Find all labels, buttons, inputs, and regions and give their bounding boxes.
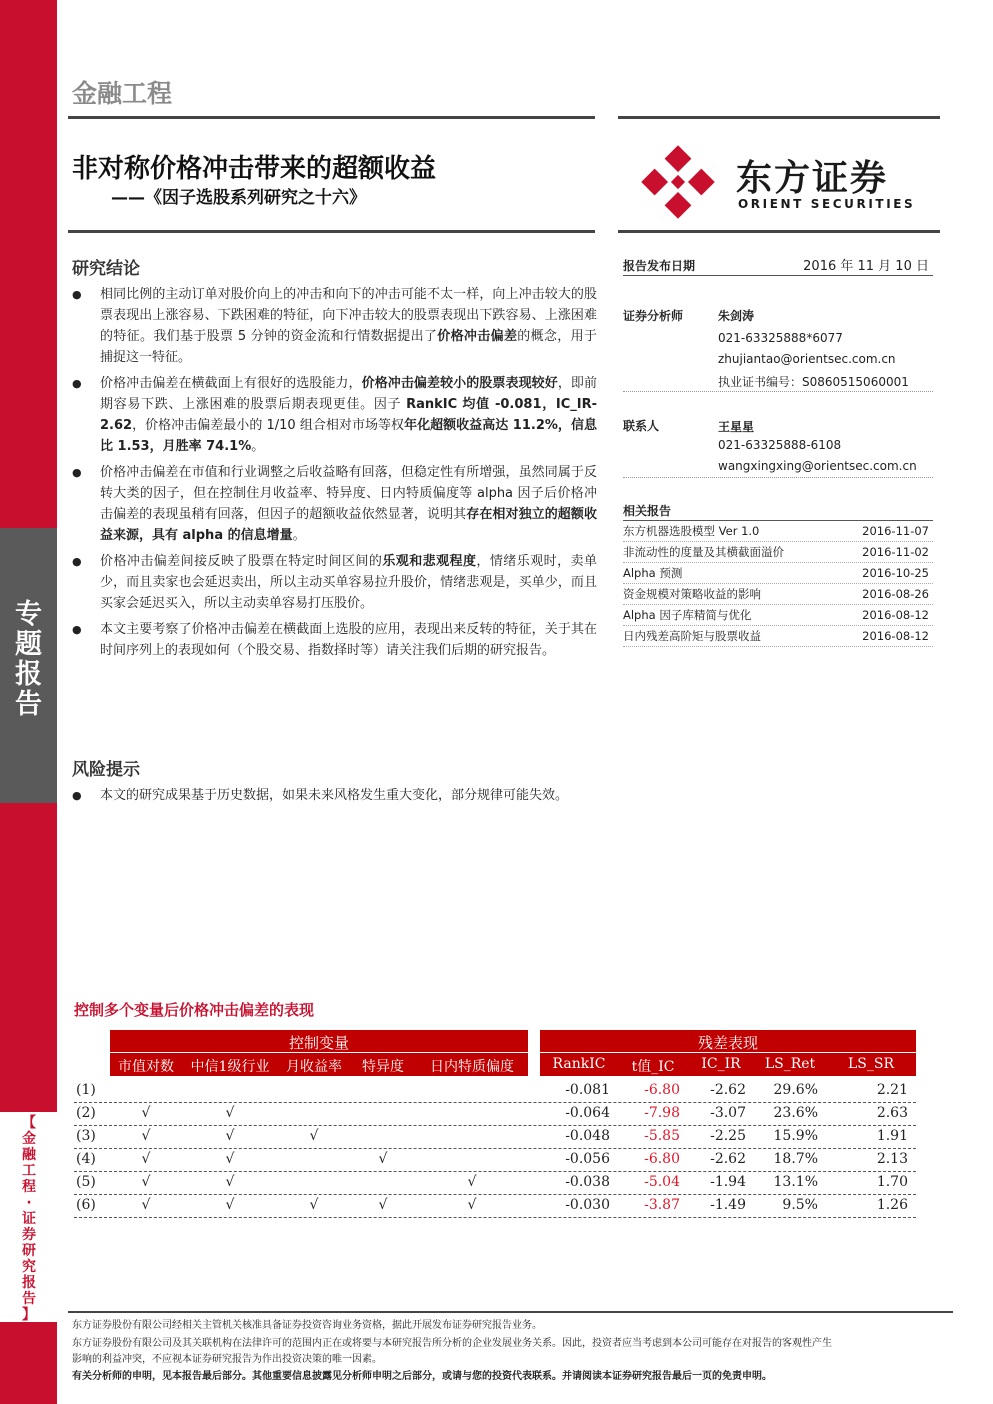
column-header: 日内特质偏度 bbox=[430, 1059, 514, 1075]
check-mark: √ bbox=[141, 1151, 151, 1167]
bullet-item bbox=[72, 619, 597, 661]
contact-label: 联系人 bbox=[623, 419, 660, 433]
sidebar-series-char: · bbox=[26, 1195, 32, 1211]
check-mark: √ bbox=[141, 1105, 151, 1121]
sidebar-series-char: 证 bbox=[22, 1211, 36, 1227]
table-value: -5.85 bbox=[644, 1128, 680, 1144]
contact-email: wangxingxing@orientsec.com.cn bbox=[718, 459, 917, 473]
header-rule-right bbox=[618, 116, 940, 119]
related-report-title: 非流动性的度量及其横截面溢价 bbox=[623, 545, 784, 559]
info-dotted-divider bbox=[623, 391, 933, 392]
bullet-emphasis: 年化超额收益高达 11.2%，信息比 1.53，月胜率 74.1% bbox=[100, 418, 597, 454]
sidebar-series-char: 研 bbox=[22, 1243, 36, 1259]
footer-line-3: 影响的利益冲突，不应视本证券研究报告为作出投资决策的唯一因素。 bbox=[72, 1354, 382, 1365]
check-mark: √ bbox=[378, 1151, 388, 1167]
column-header: IC_IR bbox=[701, 1056, 741, 1072]
table-value: -5.04 bbox=[644, 1174, 680, 1190]
check-mark: √ bbox=[141, 1197, 151, 1213]
table-value: -2.25 bbox=[710, 1128, 746, 1144]
table-row bbox=[74, 1195, 916, 1218]
bullet-text: 的概念，用于捕捉这一特征。 bbox=[100, 329, 597, 365]
table-value: -0.081 bbox=[565, 1082, 610, 1098]
table-value: 1.70 bbox=[876, 1174, 908, 1190]
check-mark: √ bbox=[225, 1174, 235, 1190]
check-mark: √ bbox=[467, 1197, 477, 1213]
logo-english-name: ORIENT SECURITIES bbox=[738, 197, 916, 211]
bullet-text: 价格冲击偏差在市值和行业调整之后收益略有回落，但稳定性有所增强，虽然同属于反转大类的因子，但在控制住月收益率、特异度、日内特质偏度等 alpha 因子后价格冲击偏差的表现虽稍有回落，但因子的超额收益依然显著，说明其 bbox=[100, 465, 597, 522]
sidebar-series-char: 报 bbox=[22, 1275, 36, 1291]
related-report-row bbox=[623, 626, 933, 647]
table-value: -0.030 bbox=[565, 1197, 610, 1213]
check-mark: √ bbox=[141, 1128, 151, 1144]
bullet-text: 价格冲击偏差在横截面上有很好的选股能力， bbox=[100, 376, 362, 391]
conclusion-heading: 研究结论 bbox=[72, 259, 140, 279]
column-header: 特异度 bbox=[362, 1059, 404, 1075]
footer-line-4: 有关分析师的申明，见本报告最后部分。其他重要信息披露见分析师申明之后部分，或请与您的投资代表联系。并请阅读本证券研究报告最后一页的免责申明。 bbox=[72, 1371, 772, 1382]
table-value: -3.87 bbox=[644, 1197, 680, 1213]
table-value: 1.26 bbox=[876, 1197, 908, 1213]
check-mark: √ bbox=[378, 1197, 388, 1213]
table-value: -3.07 bbox=[710, 1105, 746, 1121]
sidebar-series-char: 】 bbox=[22, 1307, 36, 1323]
column-header: LS_Ret bbox=[764, 1056, 816, 1072]
table-title: 控制多个变量后价格冲击偏差的表现 bbox=[74, 1001, 315, 1019]
related-report-date: 2016-08-26 bbox=[862, 587, 929, 601]
table-value: -7.98 bbox=[644, 1105, 680, 1121]
table-row bbox=[74, 1172, 916, 1195]
related-report-title: Alpha 预测 bbox=[623, 566, 683, 580]
sidebar-series-char: 券 bbox=[22, 1227, 36, 1243]
check-mark: √ bbox=[225, 1105, 235, 1121]
related-report-title: Alpha 因子库精简与优化 bbox=[623, 608, 752, 622]
check-mark: √ bbox=[309, 1197, 319, 1213]
sidebar-series-char: 程 bbox=[22, 1179, 36, 1195]
footer-rule bbox=[68, 1311, 953, 1313]
control-variable-table bbox=[74, 1028, 916, 1223]
related-report-row bbox=[623, 605, 933, 626]
contact-phone: 021-63325888-6108 bbox=[718, 438, 842, 452]
conclusion-list bbox=[72, 284, 597, 666]
group-label-controls: 控制变量 bbox=[288, 1034, 349, 1052]
row-label: (4) bbox=[76, 1151, 96, 1167]
bullet-item bbox=[72, 284, 597, 368]
sidebar-series-char: 告 bbox=[22, 1291, 36, 1307]
sidebar-series-char: 【 bbox=[22, 1115, 36, 1131]
bullet-emphasis: RankIC 均值 -0.081，IC_IR-2.62 bbox=[100, 397, 598, 433]
sidebar-series-char: 工 bbox=[22, 1163, 36, 1179]
table-value: -1.94 bbox=[710, 1174, 746, 1190]
report-title: 非对称价格冲击带来的超额收益 bbox=[72, 154, 437, 184]
bullet-text: ，价格冲击偏差最小的 1/10 组合相对市场等权 bbox=[132, 418, 405, 433]
table-row bbox=[74, 1080, 916, 1103]
column-header: 月收益率 bbox=[286, 1059, 342, 1075]
related-report-row bbox=[623, 521, 933, 542]
row-label: (1) bbox=[76, 1082, 96, 1098]
table-row bbox=[74, 1103, 916, 1126]
check-mark: √ bbox=[225, 1151, 235, 1167]
related-report-date: 2016-10-25 bbox=[862, 566, 929, 580]
table-value: -6.80 bbox=[644, 1151, 680, 1167]
bullet-item bbox=[72, 462, 597, 546]
table-value: -2.62 bbox=[710, 1151, 746, 1167]
header-rule bbox=[68, 116, 595, 119]
check-mark: √ bbox=[141, 1174, 151, 1190]
check-mark: √ bbox=[467, 1174, 477, 1190]
column-header: RankIC bbox=[552, 1056, 606, 1072]
related-report-title: 资金规模对策略收益的影响 bbox=[623, 587, 761, 601]
row-label: (2) bbox=[76, 1105, 96, 1121]
table-value: 9.5% bbox=[782, 1197, 818, 1213]
table-row bbox=[74, 1149, 916, 1172]
sidebar-char: 题 bbox=[15, 629, 42, 660]
row-label: (6) bbox=[76, 1197, 96, 1213]
bullet-text: 本文主要考察了价格冲击偏差在横截面上选股的应用，表现出来反转的特征，关于其在时间序列上的表现如何（个股交易、指数择时等）请关注我们后期的研究报告。 bbox=[100, 622, 597, 658]
report-subtitle: ——《因子选股系列研究之十六》 bbox=[111, 188, 366, 208]
group-label-residual: 残差表现 bbox=[697, 1034, 758, 1052]
check-mark: √ bbox=[309, 1128, 319, 1144]
related-report-title: 日内残差高阶矩与股票收益 bbox=[623, 629, 761, 643]
check-mark: √ bbox=[225, 1197, 235, 1213]
related-reports-label: 相关报告 bbox=[623, 504, 672, 518]
table-row bbox=[74, 1126, 916, 1149]
related-report-date: 2016-08-12 bbox=[862, 629, 929, 643]
analyst-label: 证券分析师 bbox=[623, 309, 684, 323]
table-value: -0.048 bbox=[565, 1128, 610, 1144]
related-report-row bbox=[623, 563, 933, 584]
analyst-cert: 执业证书编号：S0860515060001 bbox=[718, 375, 909, 389]
publish-date-label: 报告发布日期 bbox=[623, 259, 696, 273]
title-rule-right bbox=[618, 230, 940, 233]
table-value: 2.21 bbox=[876, 1082, 908, 1098]
table-value: 1.91 bbox=[876, 1128, 908, 1144]
risk-heading: 风险提示 bbox=[72, 760, 140, 780]
row-label: (5) bbox=[76, 1174, 96, 1190]
table-value: 2.63 bbox=[876, 1105, 908, 1121]
analyst-phone: 021-63325888*6077 bbox=[718, 331, 843, 345]
column-header: t值_IC bbox=[631, 1059, 675, 1075]
table-value: 13.1% bbox=[773, 1174, 818, 1190]
bullet-emphasis: 价格冲击偏差 bbox=[437, 329, 518, 344]
related-report-row bbox=[623, 584, 933, 605]
bullet-text: 相同比例的主动订单对股价向上的冲击和向下的冲击可能不太一样，向上冲击较大的股票表现出上涨容易、下跌困难的特征，向下冲击较大的股票表现出下跌容易、上涨困难的特征。我们基于股票 5 分钟的资金流和行情数据提出了 bbox=[100, 287, 597, 344]
table-value: 18.7% bbox=[773, 1151, 818, 1167]
row-label: (3) bbox=[76, 1128, 96, 1144]
related-report-date: 2016-11-02 bbox=[862, 545, 929, 559]
table-value: 23.6% bbox=[773, 1105, 818, 1121]
bullet-text: 。 bbox=[251, 439, 265, 454]
sidebar-char: 专 bbox=[15, 599, 42, 630]
table-value: 15.9% bbox=[773, 1128, 818, 1144]
report-type-label bbox=[0, 600, 57, 720]
logo-chinese-name: 东方证券 bbox=[736, 158, 889, 199]
bullet-emphasis: 乐观和悲观程度 bbox=[382, 554, 477, 569]
bullet-text: ，即前期容易下跌、上涨困难的股票后期表现更佳。因子 bbox=[100, 376, 597, 412]
bullet-text: 。 bbox=[292, 528, 306, 543]
analyst-name: 朱剑涛 bbox=[718, 309, 755, 323]
analyst-email: zhujiantao@orientsec.com.cn bbox=[718, 352, 896, 366]
risk-list bbox=[72, 785, 597, 811]
footer-line-1: 东方证券股份有限公司经相关主管机关核准具备证券投资咨询业务资格，据此开展发布证券研究报告业务。 bbox=[72, 1320, 542, 1331]
sidebar-series-label bbox=[14, 1115, 44, 1323]
bullet-emphasis: 价格冲击偏差较小的股票表现较好 bbox=[361, 376, 558, 391]
bullet-item bbox=[72, 551, 597, 614]
orient-logo-icon bbox=[638, 142, 718, 222]
publish-date: 2016 年 11 月 10 日 bbox=[803, 259, 929, 274]
bullet-item bbox=[72, 373, 597, 457]
check-mark: √ bbox=[225, 1128, 235, 1144]
title-rule bbox=[68, 230, 595, 233]
bullet-text: 本文的研究成果基于历史数据，如果未来风格发生重大变化，部分规律可能失效。 bbox=[100, 788, 569, 803]
info-divider bbox=[623, 275, 933, 276]
info-dotted-divider bbox=[623, 477, 933, 478]
bullet-text: 价格冲击偏差间接反映了股票在特定时间区间的 bbox=[100, 554, 383, 569]
bullet-emphasis: 存在相对独立的超额收益来源，具有 alpha 的信息增量 bbox=[100, 507, 597, 543]
related-report-date: 2016-08-12 bbox=[862, 608, 929, 622]
table-value: 29.6% bbox=[773, 1082, 818, 1098]
sidebar-char: 告 bbox=[15, 689, 42, 720]
table-value: -1.49 bbox=[710, 1197, 746, 1213]
sidebar-char: 报 bbox=[15, 659, 42, 690]
related-report-row bbox=[623, 542, 933, 563]
table-value: -6.80 bbox=[644, 1082, 680, 1098]
footer-line-2: 东方证券股份有限公司及其关联机构在法律许可的范围内正在或将要与本研究报告所分析的企业发展业务关系。因此，投资者应当考虑到本公司可能存在对报告的客观性产生 bbox=[72, 1338, 832, 1349]
column-header: 中信1级行业 bbox=[190, 1059, 270, 1075]
table-value: -0.056 bbox=[565, 1151, 610, 1167]
table-value: -0.064 bbox=[565, 1105, 610, 1121]
bullet-text: ，情绪乐观时，卖单少，而且卖家也会延迟卖出，所以主动买单容易拉升股价，情绪悲观是，买单少，而且买家会延迟买入，所以主动卖单容易打压股价。 bbox=[100, 554, 597, 611]
column-header: 市值对数 bbox=[118, 1059, 174, 1075]
bullet-item bbox=[72, 785, 597, 806]
related-report-title: 东方机器选股模型 Ver 1.0 bbox=[623, 524, 760, 538]
sidebar-series-char: 究 bbox=[22, 1259, 36, 1275]
sidebar-series-char: 金 bbox=[22, 1131, 36, 1147]
category-label: 金融工程 bbox=[72, 79, 173, 108]
table-value: 2.13 bbox=[876, 1151, 908, 1167]
column-header: LS_SR bbox=[847, 1056, 895, 1072]
contact-name: 王星星 bbox=[718, 420, 755, 434]
table-value: -2.62 bbox=[710, 1082, 746, 1098]
table-value: -0.038 bbox=[565, 1174, 610, 1190]
related-report-date: 2016-11-07 bbox=[862, 524, 929, 538]
sidebar-series-char: 融 bbox=[22, 1147, 36, 1163]
